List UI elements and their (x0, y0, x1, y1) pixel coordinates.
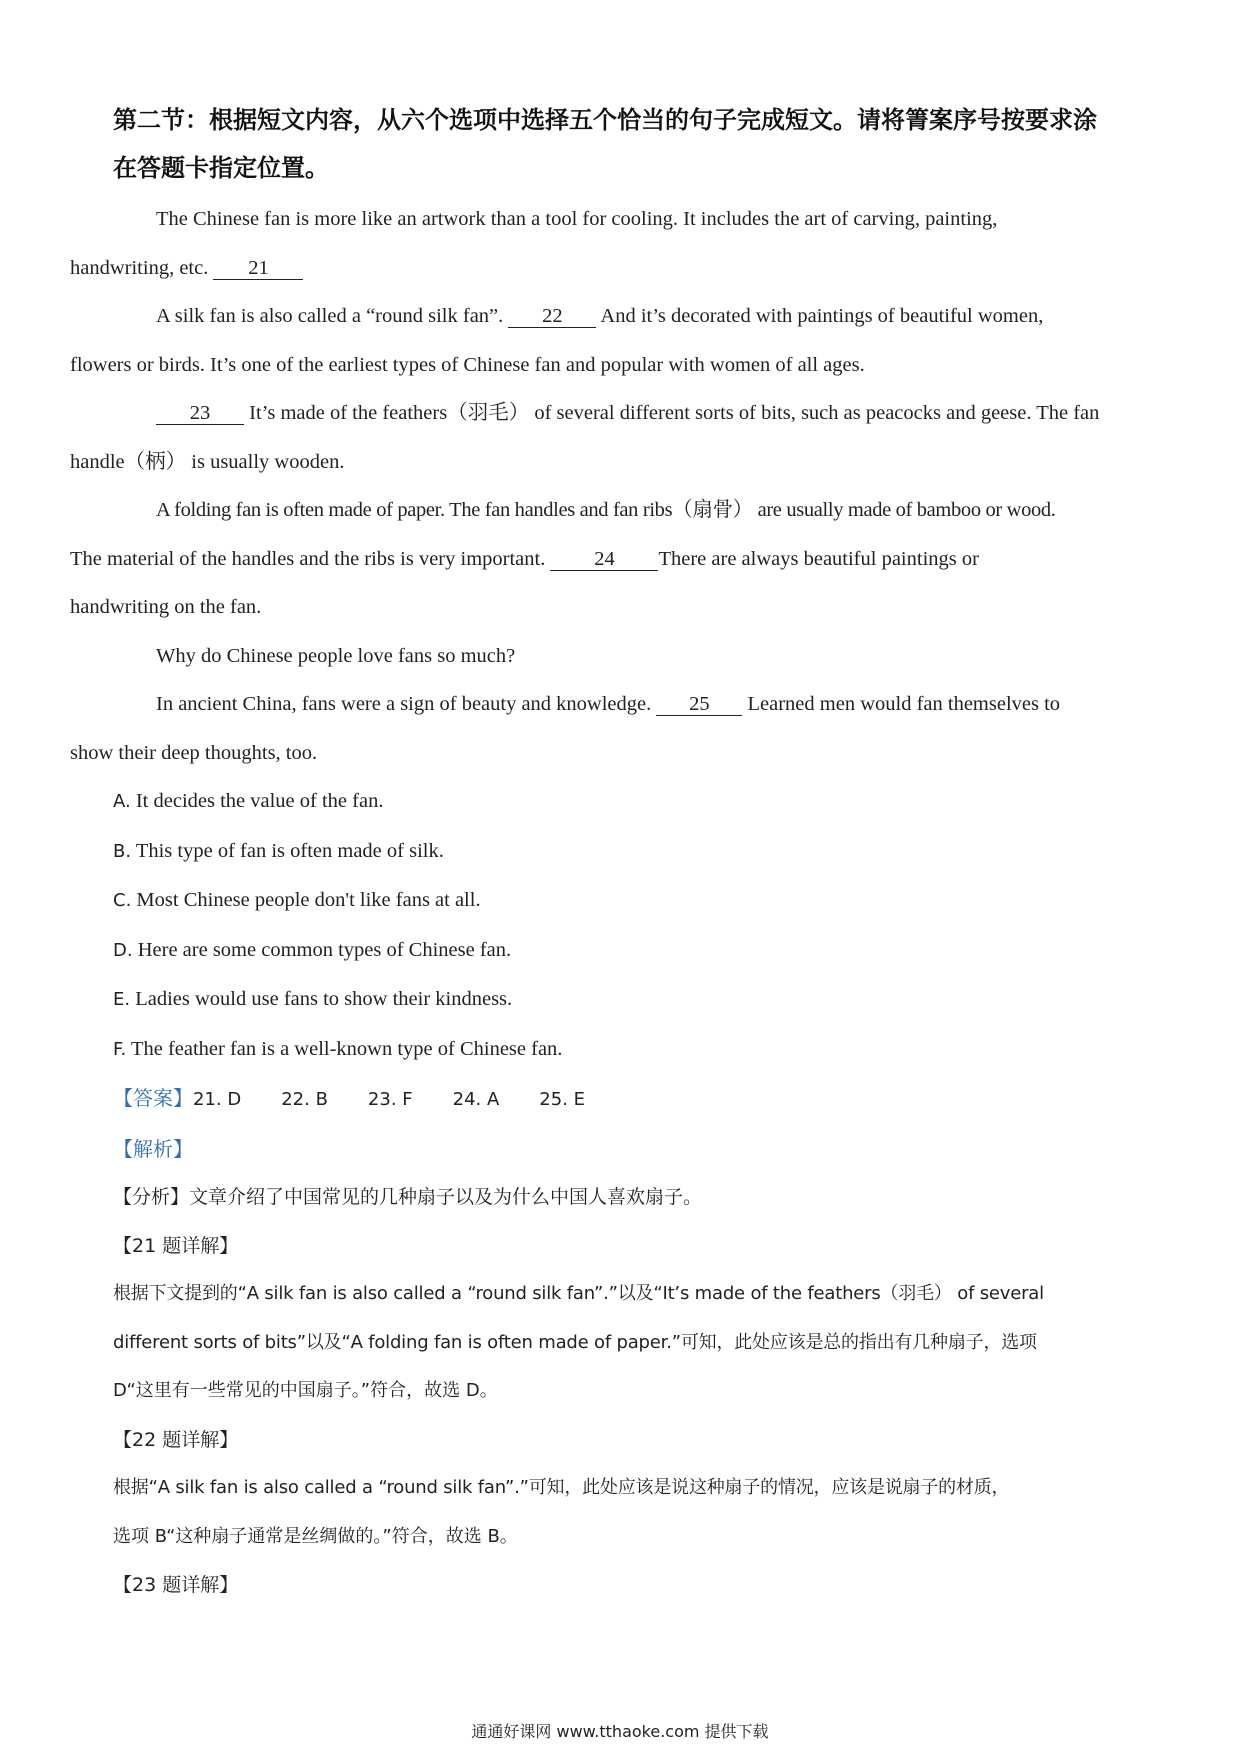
document-content (70, 96, 1131, 1610)
passage-text: In ancient China, fans were a sign of beauty and knowledge. (156, 693, 652, 715)
passage-text: The Chinese fan is more like an artwork than a tool for cooling. It includes the art of carving, painting, (156, 208, 998, 230)
passage-paragraph-5: Why do Chinese people love fans so much? (156, 644, 516, 667)
answer-item: 24. A (452, 1089, 500, 1110)
analysis-summary: 【分析】文章介绍了中国常见的几种扇子以及为什么中国人喜欢扇子。 (113, 1186, 703, 1208)
passage-paragraph-2 (70, 292, 1131, 389)
passage-text: The material of the handles and the ribs is very important. (70, 547, 546, 570)
detail-21-line1: 根据下文提到的“A silk fan is also called a “round silk fan”.”以及“It’s made of the feathers（羽毛） of several (113, 1283, 1044, 1304)
passage-text: show their deep thoughts, too. (70, 741, 318, 764)
option-text: Here are some common types of Chinese fan. (137, 938, 512, 961)
answer-item: 25. E (539, 1089, 586, 1110)
passage-text: Learned men would fan themselves to (747, 693, 1061, 715)
passage-text: A folding fan is often made of paper. The fan handles and fan ribs（扇骨） are usually made of bamboo or wood. (156, 499, 1056, 521)
detail-23-heading: 【23 题详解】 (113, 1574, 239, 1596)
detail-22-heading: 【22 题详解】 (113, 1428, 239, 1451)
option-text: It decides the value of the fan. (135, 790, 384, 812)
detail-22-line1: 根据“A silk fan is also called a “round silk fan”.”可知，此处应该是说这种扇子的情况，应该是说扇子的材质， (113, 1477, 1010, 1498)
section-heading (113, 96, 1131, 192)
passage-paragraph-1 (70, 195, 1131, 292)
blank-23: 23 (156, 402, 244, 425)
passage-text: There are always beautiful paintings or (658, 547, 979, 570)
passage-text: It’s made of the feathers（羽毛） of several different sorts of bits, such as peacocks and geese. The fan (249, 402, 1100, 424)
blank-24: 24 (550, 548, 658, 571)
option-letter: F. (113, 1038, 127, 1060)
option-letter: A. (113, 791, 131, 812)
option-d (113, 926, 1131, 976)
option-letter: E. (113, 989, 131, 1010)
options-list (113, 777, 1131, 1074)
option-a (113, 777, 1131, 827)
option-c (113, 876, 1131, 926)
passage-text: And it’s decorated with paintings of beautiful women, (600, 305, 1044, 327)
blank-25: 25 (656, 693, 742, 716)
option-letter: B. (113, 840, 132, 862)
passage-text: handwriting, etc. (70, 256, 209, 279)
section-heading-line1: 第二节：根据短文内容，从六个选项中选择五个恰当的句子完成短文。请将箐案序号按要求涂 (113, 106, 1097, 134)
detail-21-line3: D“这里有一些常见的中国扇子。”符合，故选 D。 (113, 1380, 498, 1401)
detail-21-heading: 【21 题详解】 (113, 1234, 239, 1257)
answer-item: 21. D (193, 1089, 242, 1110)
blank-21: 21 (213, 257, 303, 280)
analysis-tag: 【解析】 (113, 1136, 193, 1161)
answer-row (113, 1074, 1131, 1125)
answer-tag: 【答案】 (113, 1086, 193, 1110)
option-letter: C. (113, 890, 132, 911)
passage-paragraph-3 (70, 389, 1131, 486)
passage-paragraph-4 (70, 486, 1131, 632)
option-b (113, 827, 1131, 877)
page-footer: 通通好课网 www.tthaoke.com 提供下载 (471, 1722, 769, 1741)
option-text: Ladies would use fans to show their kindness. (135, 988, 513, 1010)
option-text: Most Chinese people don't like fans at all. (136, 889, 481, 911)
passage-text: handwriting on the fan. (70, 596, 262, 618)
option-letter: D. (113, 939, 133, 961)
passage-text: handle（柄） is usually wooden. (70, 450, 345, 473)
detail-22-line2: 选项 B“这种扇子通常是丝绸做的。”符合，故选 B。 (113, 1525, 518, 1547)
detail-21-line2: different sorts of bits”以及“A folding fan is often made of paper.”可知，此处应该是总的指出有几种扇子，选项 (113, 1331, 1037, 1353)
option-text: The feather fan is a well-known type of Chinese fan. (130, 1037, 563, 1060)
option-text: This type of fan is often made of silk. (135, 839, 444, 862)
option-e (113, 975, 1131, 1025)
passage-paragraph-6 (70, 680, 1131, 777)
option-f (113, 1025, 1131, 1075)
answer-item: 23. F (367, 1089, 413, 1110)
passage-text: flowers or birds. It’s one of the earliest types of Chinese fan and popular with women of all ages. (70, 353, 865, 376)
blank-22: 22 (508, 305, 596, 328)
passage-text: A silk fan is also called a “round silk fan”. (156, 305, 504, 327)
section-heading-line2: 在答题卡指定位置。 (113, 154, 329, 182)
answer-item: 22. B (281, 1089, 328, 1110)
